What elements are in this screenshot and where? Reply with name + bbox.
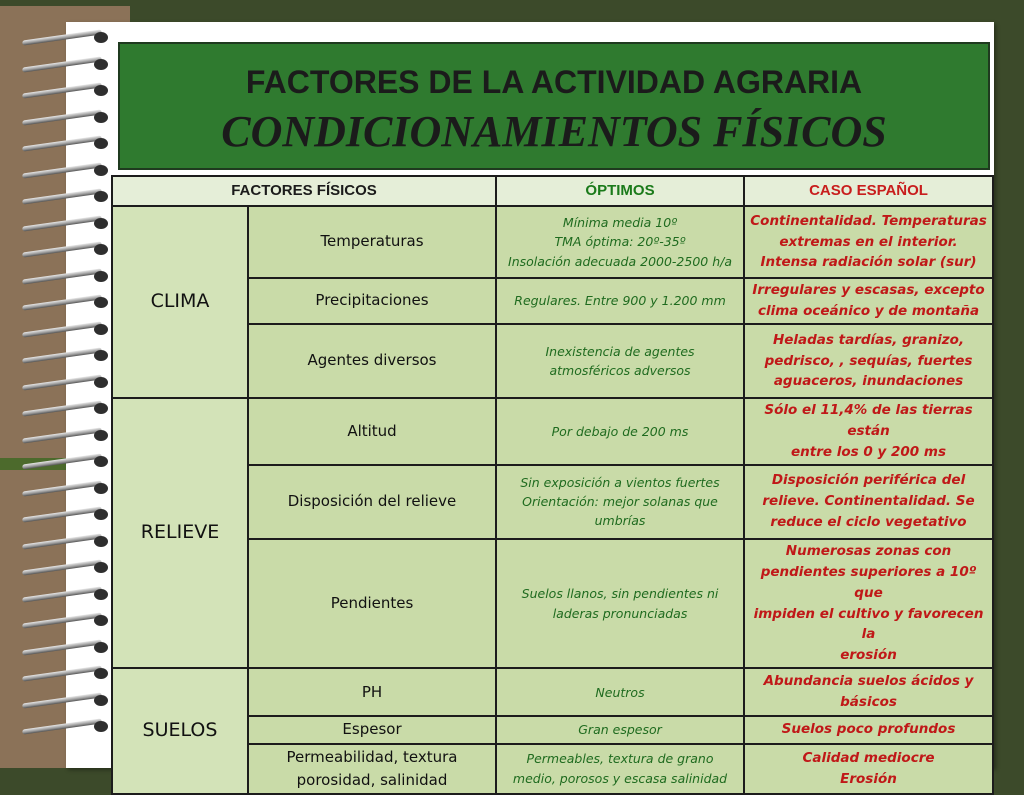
ring-wire — [22, 162, 102, 178]
spiral-ring — [14, 693, 110, 707]
optimo-cell — [496, 398, 744, 465]
ring-wire — [22, 321, 102, 337]
cell-line: clima oceánico y de montaña — [757, 303, 980, 319]
ring-hole — [94, 562, 108, 573]
ring-hole — [94, 589, 108, 600]
optimo-cell — [496, 206, 744, 278]
ring-wire — [22, 400, 102, 416]
cell-line: Disposición del relieve — [287, 492, 457, 511]
caso-espanol-cell — [744, 465, 993, 539]
caso-espanol-cell — [744, 744, 993, 795]
ring-hole — [94, 112, 108, 123]
ring-hole — [94, 615, 108, 626]
optimo-cell — [496, 668, 744, 716]
cell-line: Espesor — [342, 720, 402, 739]
spiral-ring — [14, 216, 110, 230]
cell-line: Gran espesor — [578, 722, 662, 738]
optimo-cell — [496, 324, 744, 398]
ring-hole — [94, 297, 108, 308]
cell-line: porosidad, salinidad — [296, 770, 448, 789]
factor-cell — [248, 278, 496, 324]
optimo-cell — [496, 744, 744, 795]
spiral-ring — [14, 110, 110, 124]
ring-hole — [94, 536, 108, 547]
spiral-binding — [14, 30, 114, 750]
table-row — [112, 398, 993, 465]
spiral-ring — [14, 295, 110, 309]
ring-wire — [22, 135, 102, 151]
header-factores-fisicos: FACTORES FÍSICOS — [112, 176, 496, 206]
cell-line: Temperaturas — [320, 232, 424, 251]
cell-line: PH — [361, 682, 383, 701]
ring-wire — [22, 268, 102, 284]
cell-line: Suelos poco profundos — [781, 721, 956, 738]
spiral-ring — [14, 613, 110, 627]
cell-line: erosión — [840, 647, 897, 664]
factor-cell — [248, 539, 496, 669]
factor-cell — [248, 206, 496, 278]
ring-hole — [94, 324, 108, 335]
caso-espanol-cell — [744, 398, 993, 465]
spiral-ring — [14, 481, 110, 495]
cell-line: Sólo el 11,4% de las tierras están — [764, 402, 973, 439]
caso-espanol-cell — [744, 668, 993, 716]
ring-wire — [22, 374, 102, 390]
spiral-ring — [14, 454, 110, 468]
spiral-ring — [14, 57, 110, 71]
ring-hole — [94, 509, 108, 520]
cell-line: pedrisco, , sequías, fuertes — [764, 352, 973, 369]
cell-line: Numerosas zonas con — [785, 542, 952, 559]
spiral-ring — [14, 136, 110, 150]
ring-hole — [94, 59, 108, 70]
group-relieve: RELIEVE — [112, 398, 248, 668]
ring-wire — [22, 427, 102, 443]
caso-espanol-cell — [744, 716, 993, 743]
ring-hole — [94, 377, 108, 388]
spiral-ring — [14, 269, 110, 283]
spiral-ring — [14, 401, 110, 415]
header-caso-espanol: CASO ESPAÑOL — [744, 176, 993, 206]
caso-espanol-cell — [744, 206, 993, 278]
cell-line: Suelos llanos, sin pendientes ni — [521, 586, 719, 602]
ring-hole — [94, 191, 108, 202]
ring-wire — [22, 533, 102, 549]
cell-line: Insolación adecuada 2000-2500 h/a — [508, 253, 733, 269]
ring-wire — [22, 347, 102, 363]
ring-wire — [22, 56, 102, 72]
ring-hole — [94, 32, 108, 43]
ring-hole — [94, 271, 108, 282]
optimo-cell — [496, 539, 744, 669]
group-clima: CLIMA — [112, 206, 248, 398]
factor-cell — [248, 716, 496, 743]
cell-line: Irregulares y escasas, excepto — [752, 282, 985, 299]
table-row — [112, 668, 993, 716]
cell-line: Abundancia suelos ácidos y — [763, 673, 974, 690]
cell-line: Sin exposición a vientos fuertes — [520, 474, 720, 490]
ring-wire — [22, 188, 102, 204]
optimo-cell — [496, 716, 744, 743]
optimo-cell — [496, 465, 744, 539]
cell-line: Permeabilidad, textura — [286, 747, 458, 766]
cell-line: Regulares. Entre 900 y 1.200 mm — [514, 293, 726, 309]
spiral-ring — [14, 348, 110, 362]
cell-line: Neutros — [595, 684, 645, 700]
factor-cell — [248, 324, 496, 398]
page-subtitle: CONDICIONAMIENTOS FÍSICOS — [221, 107, 887, 156]
table-row — [112, 206, 993, 278]
spiral-ring — [14, 560, 110, 574]
cell-line: laderas pronunciadas — [552, 605, 688, 621]
spiral-ring — [14, 30, 110, 44]
cell-line: Heladas tardías, granizo, — [772, 331, 965, 348]
cell-line: TMA óptima: 20º-35º — [554, 234, 686, 250]
ring-wire — [22, 612, 102, 628]
ring-wire — [22, 215, 102, 231]
ring-hole — [94, 165, 108, 176]
cell-line: Disposición periférica del — [771, 472, 966, 489]
page-title: FACTORES DE LA ACTIVIDAD AGRARIA — [245, 64, 863, 100]
ring-hole — [94, 642, 108, 653]
cell-line: impiden el cultivo y favorecen la — [753, 605, 984, 643]
ring-hole — [94, 695, 108, 706]
group-suelos: SUELOS — [112, 668, 248, 794]
ring-wire — [22, 692, 102, 708]
ring-wire — [22, 453, 102, 469]
cell-line: Continentalidad. Temperaturas — [750, 212, 987, 229]
ring-wire — [22, 718, 102, 734]
cell-line: Altitud — [347, 421, 397, 440]
title-banner — [118, 42, 990, 170]
ring-hole — [94, 350, 108, 361]
ring-wire — [22, 506, 102, 522]
ring-wire — [22, 109, 102, 125]
spiral-ring — [14, 163, 110, 177]
ring-wire — [22, 480, 102, 496]
ring-hole — [94, 668, 108, 679]
cell-line: entre los 0 y 200 ms — [791, 443, 946, 460]
header-optimos: ÓPTIMOS — [496, 176, 744, 206]
ring-wire — [22, 29, 102, 45]
cell-line: atmosféricos adversos — [549, 363, 691, 378]
spiral-ring — [14, 242, 110, 256]
ring-hole — [94, 85, 108, 96]
caso-espanol-cell — [744, 324, 993, 398]
ring-hole — [94, 403, 108, 414]
spiral-ring — [14, 719, 110, 733]
ring-hole — [94, 244, 108, 255]
factor-cell — [248, 744, 496, 795]
cell-line: pendientes superiores a 10º que — [760, 563, 977, 601]
caso-espanol-cell — [744, 278, 993, 324]
cell-line: relieve. Continentalidad. Se — [762, 493, 975, 510]
table-header-row — [112, 176, 993, 206]
spiral-ring — [14, 534, 110, 548]
cell-line: Por debajo de 200 ms — [551, 423, 689, 439]
cell-line: básicos — [840, 694, 897, 711]
cell-line: Intensa radiación solar (sur) — [760, 254, 977, 271]
ring-wire — [22, 241, 102, 257]
spiral-ring — [14, 507, 110, 521]
ring-hole — [94, 218, 108, 229]
spiral-ring — [14, 587, 110, 601]
cell-line: Mínima media 10º — [562, 214, 678, 230]
spiral-ring — [14, 189, 110, 203]
cell-line: Agentes diversos — [307, 351, 437, 370]
ring-hole — [94, 138, 108, 149]
ring-wire — [22, 82, 102, 98]
factors-table — [111, 175, 994, 795]
ring-wire — [22, 294, 102, 310]
spiral-ring — [14, 640, 110, 654]
ring-hole — [94, 430, 108, 441]
ring-hole — [94, 456, 108, 467]
cell-line: Permeables, textura de grano — [526, 751, 714, 767]
spiral-ring — [14, 428, 110, 442]
ring-wire — [22, 586, 102, 602]
spiral-ring — [14, 322, 110, 336]
cell-line: Precipitaciones — [315, 291, 429, 310]
cell-line: medio, porosos y escasa salinidad — [512, 770, 728, 786]
factor-cell — [248, 668, 496, 716]
spiral-ring — [14, 666, 110, 680]
cell-line: Erosión — [840, 770, 897, 787]
ring-wire — [22, 639, 102, 655]
cell-line: Inexistencia de agentes — [545, 343, 695, 359]
cell-line: Pendientes — [330, 593, 414, 612]
spiral-ring — [14, 375, 110, 389]
ring-hole — [94, 721, 108, 732]
factor-cell — [248, 465, 496, 539]
ring-wire — [22, 665, 102, 681]
caso-espanol-cell — [744, 539, 993, 669]
optimo-cell — [496, 278, 744, 324]
cell-line: extremas en el interior. — [779, 233, 958, 250]
cell-line: umbrías — [594, 513, 646, 529]
spiral-ring — [14, 83, 110, 97]
cell-line: reduce el ciclo vegetativo — [770, 514, 967, 531]
factor-cell — [248, 398, 496, 465]
cell-line: aguaceros, inundaciones — [773, 373, 964, 390]
cell-line: Orientación: mejor solanas que — [522, 494, 718, 510]
ring-hole — [94, 483, 108, 494]
ring-wire — [22, 559, 102, 575]
cell-line: Calidad mediocre — [802, 749, 935, 766]
